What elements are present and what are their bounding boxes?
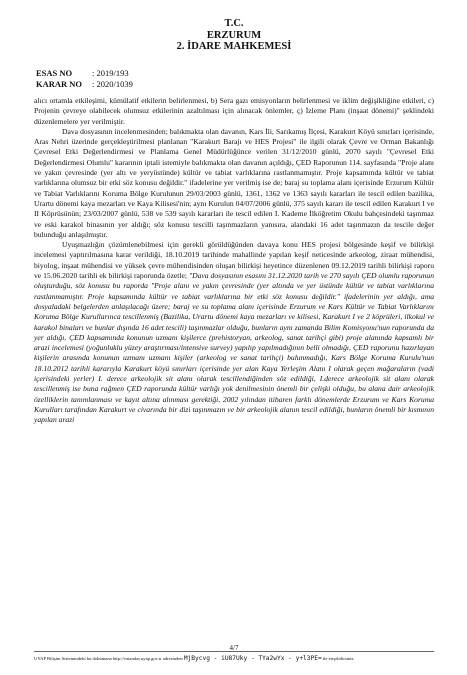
paragraph-2: Dava dosyasının incelenmesinden; balıkmakta olan davanın, Kars İli, Sarıkamış İlçesi, Karakurt Köyü sınırları içerisinde, Aras Nehri üzerinde gerçekleştirilmesi planlanan "Karakurt Barajı ve HES Projesi" ile ilgili olarak Çevre ve Orman Bakanlığı Çevresel Etki Değerlendirmesi ve Planlama Genel Müdürlüğünce verilen 31/12/2010 günlü, 2070 sayılı "Çevresel Etki Değerlendirmesi Olumlu" kararının iptali istemiyle balıkmakta olan davanın açıldığı, ÇED Raporunun 114. sayfasında "Proje alanı ve yakın çevresinde (yer altı ve yeryüstünde) kültür ve tabiat varlıklarına rastlanmamıştır. Proje kapsamında kültür ve tabiat varlıklarına olumsuz bir etki söz konusu değildir." ifadelerine yer verilmiş ise de; baraj su toplama alanı içerisinde Erzurum Kültür ve Tabiat Varlıklarını Koruma Bölge Kurulunun 29/03/2003 günlü, 1361, 1362 ve 1363 sayılı kararları ile tescil edilen bazilika, Urartu dönemi kaya mezarları ve Kaya Kilisesi'nin; aynı Kurulun 04/07/2006 günlü, 375 sayılı kararı ile tescil edilen Karakurt I ve II Köprüsünün; 23/03/2007 günlü, 538 ve 539 sayılı kararları ile tescil edilen I. Kademe İlköğretim Okulu bahçesindeki taşınmaz ve eski karakol binasının yer aldığı; söz konusu tescilli taşınmazların yanısıra, alandaki 16 adet taşınmazın da tescile değer bulunduğu anlaşılmıştır. — [34, 126, 434, 239]
paragraph-3-quote: "Dava dosyasının esasını 31.12.2020 tarih ve 270 sayılı ÇED olumlu raporunun oluşturduğu, söz konusu bu raporda "Proje alanı ve yakın çevresinde (yer altında ve yer üstünde kültür ve tabiat varlıklarına rastlanmamıştır. Proje kapsamında kültür ve tabiat varlıklarına bir etki söz konusu değildir." ifadelerinin yer aldığı, ama dosyaladaki belgelerden anlaşılacağı üzere; baraj ve su toplama alanı içerisinde Erzurum ve Kars Kültür ve Tabiat Varlıklarını Koruma Bölge Kurullarınca tescillenmiş (Bazilika, Urartu dönemi kaya mezarları ve kilisesi, Karakurt I ve 2 köprüleri, ilkokul ve karakol binaları ve bunlar dışında 16 adet tescili) taşınmazlar olduğu, bunların aynı zamanda Bilim Komisyonu'nun raporunda da yer aldığı, ÇED kapsamında konunun uzmanı kişilerce (prehistoryan, arkeolog, sanat tarihçi gibi) proje alanında kapsamlı bir arazi incelemesi (yoğunluklu yüzey araştırması/intensive survey) yapılıp yapılmadığının belli olmadığı, ÇED raporunu hazırlayan kişilerin arasında konunun uzmanı uzmanı kişiler (arkeolog ve sanat tarihçi) bulunmadığı, Kars Bölge Koruma Kurulu'nun 18.10.2012 tarihli kararıyla Karakurt köyü sınırları içerisinde yer alan Kaya Yerleşim Alanı I olarak geçen mağaraların (vadi içerisindeki yerler) I. derece arkeolojik sit alanı olarak tescillendiğinden söz edildiği, I.derece arkeolojik sit alanı olarak tescillenmiş ise buna rağmen ÇED raporunda kültür varlığı yok denilmesinin önemli bir çelişki olduğu, bu alana dair arkeolojik özelliklerin tanımlanması ve kayıt altına alınması gerektiği, 2002 yılından itibaren farklı dönemlerde Erzurum ve Kars Koruma Kurulları tarafından Karakurt ve civarında bir dizi taşınmazın ve bir arkeolojik alanın tescil edildiği, bunların önemli bir kısmının yapılan arazi — [34, 271, 435, 425]
footer-prefix: UYAP Bilişim Sistemindeki bu dokümana http://vatandas.uyap.gov.tr adresinden — [34, 656, 183, 661]
page-number: 4/7 — [229, 644, 239, 652]
court-header — [34, 18, 434, 53]
verification-code: MjBycvg - iU87Uky - TYa2wYx - y+l3PE= — [183, 655, 322, 662]
paragraph-3 — [34, 240, 434, 425]
case-meta — [36, 68, 133, 89]
footer-verification — [34, 655, 434, 662]
esas-value: : 2019/193 — [92, 68, 129, 78]
footer-suffix: ile erişebilirsiniz. — [322, 656, 355, 661]
karar-row — [36, 79, 133, 90]
header-court-name: 2. İDARE MAHKEMESİ — [176, 41, 292, 52]
esas-row — [36, 68, 133, 79]
document-body — [34, 96, 434, 426]
karar-value: : 2020/1039 — [92, 78, 133, 89]
paragraph-1: alıcı ortamla etkileşimi, kümülatif etkilerin belirlenmesi, b) Sera gazı emisyonların belirlenmesi ve iklim değişikliğine etkileri, c) Projenin çevreye olabilecek olumsuz etkilerinin azaltılması için alınacak önlemler, ç) İzleme Planı (inşaat dönemi)" şeklindeki düzenlemelere yer verilmiştir. — [34, 96, 434, 126]
header-republic: T.C. — [224, 18, 244, 29]
paragraph-3-text: Uyuşmazlığın çözümlenebilmesi için gerekli görüldüğünden davaya konu HES projesi bölgesinde keşif ve bilirkişi incelemesi yaptırılmasına karar verildiği, 18.10.2019 tarihinde mahallinde yapılan keşif neticesinde arkeolog, ziraat mühendisi, biyolog, inşaat mühendisi ve yüksek çevre mühendisinden oluşan bilirkişi heyetince düzenlenen 09.12.2019 tarihli bilirkişi raporu ve 15.06.2020 tarihli ek bilirkişi raporunda özetle; — [34, 240, 434, 281]
esas-label: ESAS NO — [36, 68, 73, 78]
header-city: ERZURUM — [206, 29, 262, 41]
karar-label: KARAR NO — [36, 78, 83, 89]
footer-divider — [34, 651, 434, 652]
